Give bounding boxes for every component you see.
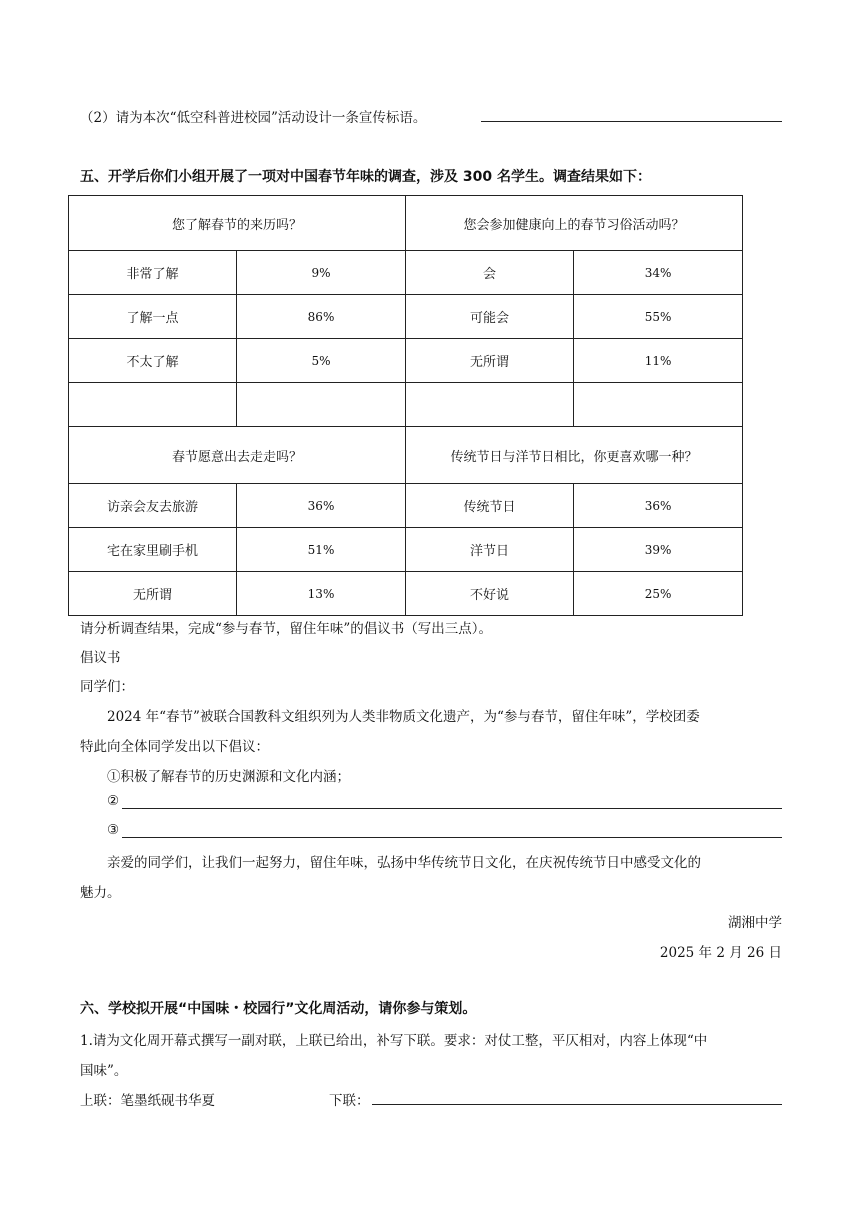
question-festival-preference: 传统节日与洋节日相比，你更喜欢哪一种？ xyxy=(406,427,743,484)
table-row xyxy=(69,427,743,484)
table-cell: 11% xyxy=(574,339,743,383)
letter-paragraph-line2: 特此向全体同学发出以下倡议： xyxy=(80,739,269,755)
question-customs: 您会参加健康向上的春节习俗活动吗？ xyxy=(406,196,743,251)
table-cell: 了解一点 xyxy=(69,295,237,339)
proposal-item-3-answer-line[interactable] xyxy=(122,837,782,838)
table-cell: 86% xyxy=(237,295,406,339)
table-cell: 34% xyxy=(574,251,743,295)
table-cell-empty xyxy=(406,383,574,427)
table-cell: 传统节日 xyxy=(406,484,574,528)
table-cell: 会 xyxy=(406,251,574,295)
table-cell: 不好说 xyxy=(406,572,574,616)
table-cell: 36% xyxy=(237,484,406,528)
question-going-out: 春节愿意出去走走吗？ xyxy=(69,427,406,484)
slogan-answer-line[interactable] xyxy=(481,121,782,122)
survey-table xyxy=(68,195,743,616)
table-row xyxy=(69,383,743,427)
letter-salutation: 同学们： xyxy=(80,679,134,695)
letter-instruction: 请分析调查结果，完成“参与春节，留住年味”的倡议书（写出三点）。 xyxy=(80,621,493,637)
table-cell: 36% xyxy=(574,484,743,528)
table-row xyxy=(69,572,743,616)
table-cell: 55% xyxy=(574,295,743,339)
couplet-question-line2: 国味”。 xyxy=(80,1063,128,1079)
table-cell: 5% xyxy=(237,339,406,383)
table-cell: 51% xyxy=(237,528,406,572)
proposal-item-2-answer-line[interactable] xyxy=(122,808,782,809)
table-cell: 非常了解 xyxy=(69,251,237,295)
lower-couplet-answer-line[interactable] xyxy=(372,1104,782,1105)
table-cell: 可能会 xyxy=(406,295,574,339)
letter-paragraph-line1: 2024 年“春节”被联合国教科文组织列为人类非物质文化遗产，为“参与春节，留住年味”，学校团委 xyxy=(107,709,700,725)
table-cell: 无所谓 xyxy=(69,572,237,616)
proposal-item-2-label: ② xyxy=(107,793,120,809)
section5-heading: 五、开学后你们小组开展了一项对中国春节年味的调查，涉及 300 名学生。调查结果如下： xyxy=(80,169,651,185)
table-cell: 洋节日 xyxy=(406,528,574,572)
table-cell: 宅在家里刷手机 xyxy=(69,528,237,572)
table-cell: 无所谓 xyxy=(406,339,574,383)
upper-couplet: 上联：笔墨纸砚书华夏 xyxy=(80,1093,215,1109)
proposal-item-3-label: ③ xyxy=(107,822,120,838)
slogan-prompt: （2）请为本次“低空科普进校园”活动设计一条宣传标语。 xyxy=(80,110,427,126)
table-row xyxy=(69,251,743,295)
table-cell: 访亲会友去旅游 xyxy=(69,484,237,528)
question-origin: 您了解春节的来历吗？ xyxy=(69,196,406,251)
couplet-question-line1: 1.请为文化周开幕式撰写一副对联，上联已给出，补写下联。要求：对仗工整，平仄相对，内容上体现“中 xyxy=(80,1033,708,1049)
letter-date: 2025 年 2 月 26 日 xyxy=(659,945,782,961)
letter-signature: 湖湘中学 xyxy=(728,915,782,931)
table-cell-empty xyxy=(574,383,743,427)
table-row xyxy=(69,339,743,383)
closing-line1: 亲爱的同学们，让我们一起努力，留住年味，弘扬中华传统节日文化，在庆祝传统节日中感受文化的 xyxy=(107,855,701,871)
table-row xyxy=(69,295,743,339)
table-cell: 39% xyxy=(574,528,743,572)
table-row xyxy=(69,484,743,528)
lower-couplet-label: 下联： xyxy=(329,1093,370,1109)
table-cell-empty xyxy=(69,383,237,427)
table-cell-empty xyxy=(237,383,406,427)
table-cell: 25% xyxy=(574,572,743,616)
table-cell: 9% xyxy=(237,251,406,295)
table-cell: 不太了解 xyxy=(69,339,237,383)
letter-title: 倡议书 xyxy=(80,650,121,666)
closing-line2: 魅力。 xyxy=(80,885,121,901)
proposal-item-1: ①积极了解春节的历史渊源和文化内涵； xyxy=(107,769,350,785)
table-row xyxy=(69,528,743,572)
section6-heading: 六、学校拟开展“中国味・校园行”文化周活动，请你参与策划。 xyxy=(80,1001,477,1017)
table-row xyxy=(69,196,743,251)
table-cell: 13% xyxy=(237,572,406,616)
